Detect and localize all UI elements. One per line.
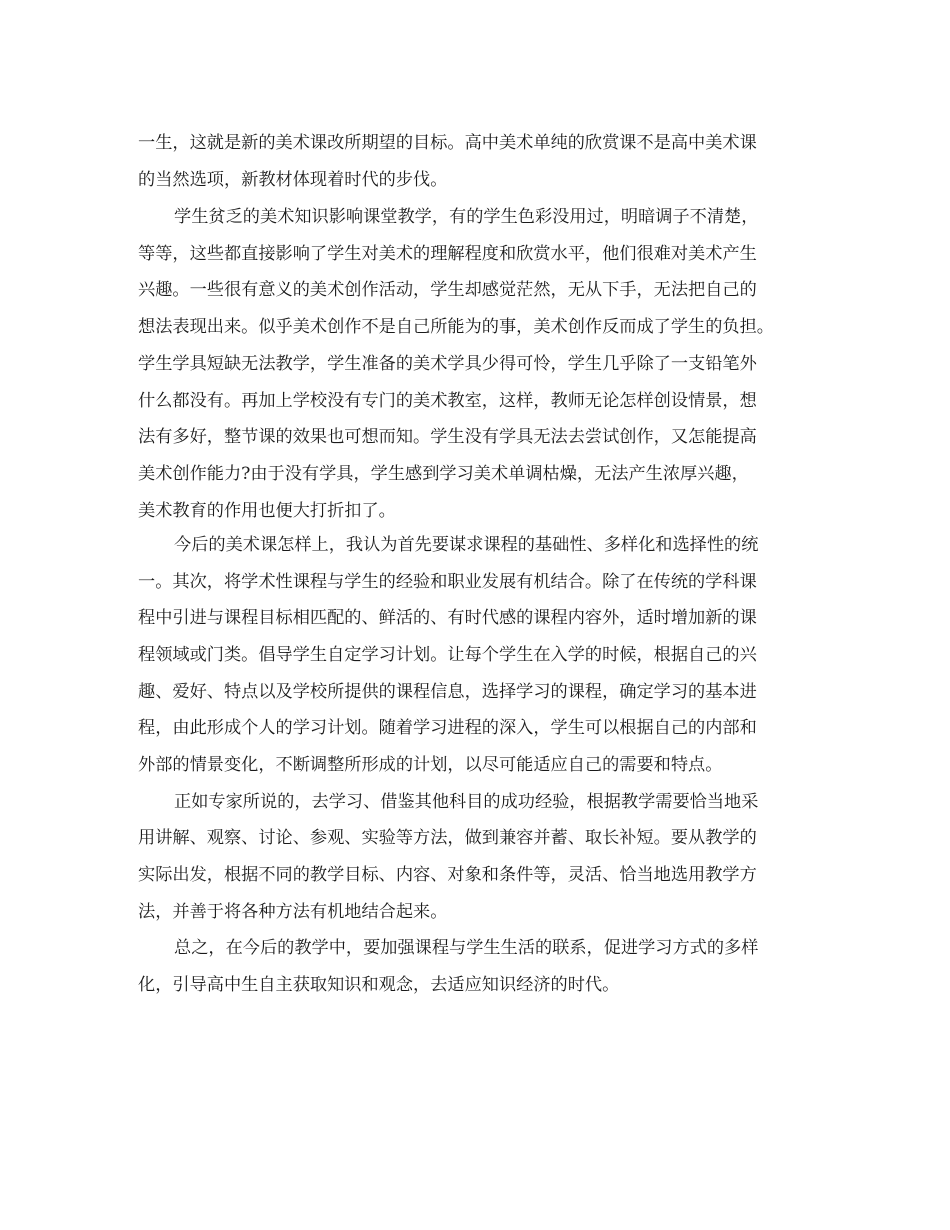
text-line: 今后的美术课怎样上，我认为首先要谋求课程的基础性、多样化和选择性的统 <box>174 535 759 555</box>
text-line: 等等，这些都直接影响了学生对美术的理解程度和欣赏水平，他们很难对美术产生 <box>138 244 757 264</box>
text-line: 一。其次，将学术性课程与学生的经验和职业发展有机结合。除了在传统的学科课 <box>138 572 757 592</box>
text-line: 外部的情景变化，不断调整所形成的计划，以尽可能适应自己的需要和特点。 <box>138 755 723 775</box>
text-line: 程中引进与课程目标相匹配的、鲜活的、有时代感的课程内容外，适时增加新的课 <box>138 608 757 628</box>
text-line: 总之，在今后的教学中，要加强课程与学生生活的联系，促进学习方式的多样 <box>174 938 759 958</box>
text-line: 兴趣。一些很有意义的美术创作活动，学生却感觉茫然，无从下手，无法把自己的 <box>138 280 757 300</box>
text-line: 学生学具短缺无法教学，学生准备的美术学具少得可怜，学生几乎除了一支铅笔外 <box>138 354 757 374</box>
text-line: 法有多好，整节课的效果也可想而知。学生没有学具无法去尝试创作，又怎能提高 <box>138 427 757 447</box>
text-line: 程领域或门类。倡导学生自定学习计划。让每个学生在入学的时候，根据自己的兴 <box>138 645 757 665</box>
text-line: 程，由此形成个人的学习计划。随着学习进程的深入，学生可以根据自己的内部和 <box>138 718 757 738</box>
text-line: 化，引导高中生自主获取知识和观念，去适应知识经济的时代。 <box>138 975 620 995</box>
text-line: 的当然选项，新教材体现着时代的步伐。 <box>138 170 448 190</box>
text-line: 美术创作能力?由于没有学具，学生感到学习美术单调枯燥，无法产生浓厚兴趣， <box>138 464 749 484</box>
text-line: 想法表现出来。似乎美术创作不是自己所能为的事，美术创作反而成了学生的负担。 <box>138 317 774 337</box>
text-line: 趣、爱好、特点以及学校所提供的课程信息，选择学习的课程，确定学习的基本进 <box>138 682 757 702</box>
text-line: 正如专家所说的，去学习、借鉴其他科目的成功经验，根据教学需要恰当地采 <box>174 792 759 812</box>
text-line: 一生，这就是新的美术课改所期望的目标。高中美术单纯的欣赏课不是高中美术课 <box>138 133 757 153</box>
text-line: 实际出发，根据不同的教学目标、内容、对象和条件等，灵活、恰当地选用教学方 <box>138 865 757 885</box>
text-line: 美术教育的作用也便大打折扣了。 <box>138 501 396 521</box>
text-line: 用讲解、观察、讨论、参观、实验等方法，做到兼容并蓄、取长补短。要从教学的 <box>138 828 757 848</box>
text-line: 学生贫乏的美术知识影响课堂教学，有的学生色彩没用过，明暗调子不清楚， <box>174 207 759 227</box>
text-line: 什么都没有。再加上学校没有专门的美术教室，这样，教师无论怎样创设情景，想 <box>138 391 757 411</box>
text-line: 法，并善于将各种方法有机地结合起来。 <box>138 902 448 922</box>
